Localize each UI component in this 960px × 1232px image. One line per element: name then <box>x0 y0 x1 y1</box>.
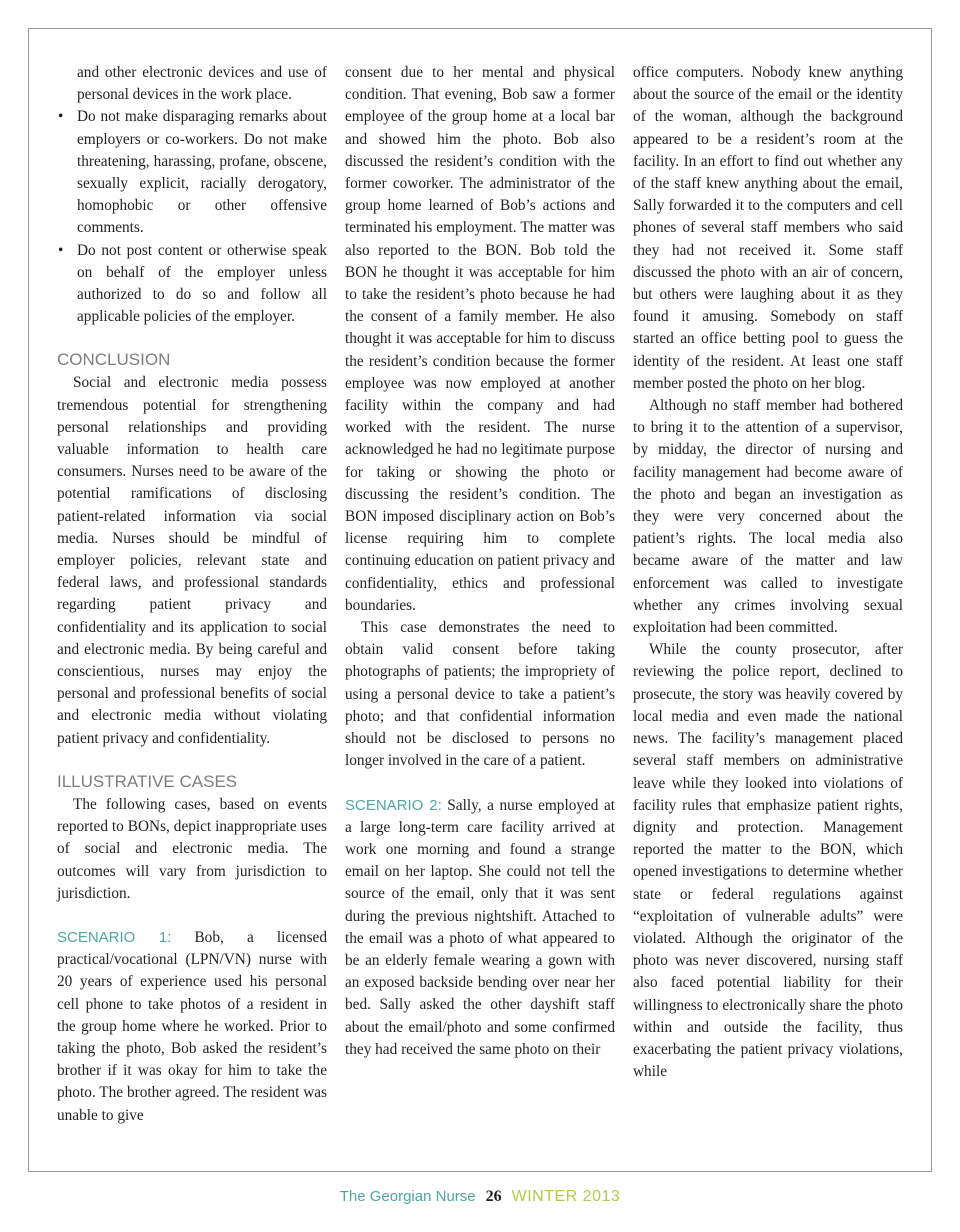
page-number: 26 <box>485 1188 502 1205</box>
cases-intro-paragraph: The following cases, based on events reported to BONs, depict inappropriate uses of social and electronic media. The outcomes will vary from jurisdiction to jurisdiction. <box>57 795 327 902</box>
illustrative-cases-heading: ILLUSTRATIVE CASES <box>57 771 238 791</box>
bullet-icon: • <box>58 108 64 126</box>
list-item-text: Do not make disparaging remarks about employers or co-workers. Do not make threatening, harassing, profane, obscene, sexually explicit, racially derogatory, homophobic or other offensive comments. <box>77 108 327 237</box>
investigation-paragraph: Although no staff member had bothered to bring it to the attention of a supervisor, by midday, the director of nursing and facility management had become aware of the photo and began an investigation as they were very concerned about the patient’s rights. The local media also became aware of the matter and law enforcement was called to investigate whether any crimes involving sexual exploitation had been committed. <box>633 397 903 637</box>
list-item-text: Do not post content or otherwise speak on behalf of the employer unless authorized to do so and follow all applicable policies of the employer. <box>77 241 327 326</box>
guideline-list <box>57 62 327 328</box>
list-item <box>57 62 327 106</box>
column-1 <box>57 62 327 1127</box>
scenario-1-text: Bob, a licensed practical/vocational (LPN/VN) nurse with 20 years of experience used his personal cell phone to take photos of a resident in the group home where he worked. Prior to taking the photo, Bob asked the resident’s brother if it was okay for him to take the photo. The brother agreed. The resident was unable to give <box>57 928 327 1124</box>
issue-label: WINTER 2013 <box>511 1188 621 1205</box>
list-item <box>57 240 327 329</box>
prosecution-paragraph: While the county prosecutor, after reviewing the police report, declined to prosecute, the story was heavily covered by local media and even made the national news. The facility’s management placed several staff members on administrative leave while they looked into violations of facility rules that emphasize patient rights, dignity and protection. Management reported the matter to the BON, which opened investigations to determine whether state or federal regulations against “exploitation of vulnerable adults” were violated. Although the originator of the photo was never discovered, nursing staff also faced potential liability for their willingness to electronically share the photo within and outside the facility, thus exacerbating the patient privacy violations, while <box>633 641 903 1081</box>
column-2 <box>345 62 615 1061</box>
spacer <box>57 905 327 927</box>
scenario-2-label: SCENARIO 2: <box>345 796 442 814</box>
list-item <box>57 106 327 239</box>
case-lesson-paragraph: This case demonstrates the need to obtain valid consent before taking photographs of patients; the impropriety of using a personal device to take a patient’s photo; and that confidential information should not be disclosed to persons no longer involved in the care of a patient. <box>345 619 615 770</box>
magazine-title: The Georgian Nurse <box>339 1188 476 1205</box>
column-3 <box>633 62 903 1083</box>
page-footer <box>0 1188 960 1206</box>
scenario-1-label: SCENARIO 1: <box>57 928 172 946</box>
list-item-text: and other electronic devices and use of personal devices in the work place. <box>77 64 327 104</box>
scenario-2-continued-paragraph: office computers. Nobody knew anything about the source of the email or the identity of the woman, although the background appeared to be a resident’s room at the facility. In an effort to find out whether any of the staff knew anything about the email, Sally forwarded it to the computers and cell phones of several staff members who said they had not received it. Some staff discussed the photo with an air of concern, but others were laughing about it as they found it amusing. Somebody on staff started an office betting pool to guess the identity of the resident. At least one staff member posted the photo on her blog. <box>633 64 903 392</box>
scenario-1-paragraph <box>57 927 327 1127</box>
scenario-1-continued-paragraph: consent due to her mental and physical condition. That evening, Bob saw a former employee of the group home at a local bar and showed him the photo. Bob also discussed the resident’s condition with the former coworker. The administrator of the group home learned of Bob’s actions and terminated his employment. The matter was also reported to the BON. Bob told the BON he thought it was acceptable for him to take the resident’s photo because he had the consent of a family member. He also thought it was acceptable for him to discuss the resident’s condition because the former employee was now employed at another facility within the company and had worked with the resident. The nurse acknowledged he had no legitimate purpose for taking or showing the photo or discussing the resident’s condition. The BON imposed disciplinary action on Bob’s license requiring him to complete continuing education on patient privacy and confidentiality, ethics and professional boundaries. <box>345 64 615 614</box>
conclusion-heading: CONCLUSION <box>57 350 171 370</box>
bullet-icon: • <box>58 241 64 259</box>
scenario-2-text: Sally, a nurse employed at a large long-term care facility arrived at work one morning and found a strange email on her laptop. She could not tell the source of the email, only that it was sent during the previous nightshift. Attached to the email was a photo of what appeared to be an elderly female wearing a gown with an exposed backside bending over near her bed. Sally asked the other dayshift staff about the email/photo and some confirmed they had received the same photo on their <box>345 796 616 1058</box>
scenario-2-paragraph <box>345 795 615 1061</box>
conclusion-paragraph: Social and electronic media possess tremendous potential for strengthening personal relationships and providing valuable information to health care consumers. Nurses need to be aware of the potential ramifications of disclosing patient-related information via social media. Nurses should be mindful of employer policies, relevant state and federal laws, and professional standards regarding patient privacy and confidentiality and its application to social and electronic media. By being careful and conscientious, nurses may enjoy the personal and professional benefits of social and electronic media without violating patient privacy and confidentiality. <box>57 374 327 747</box>
spacer <box>345 773 615 795</box>
